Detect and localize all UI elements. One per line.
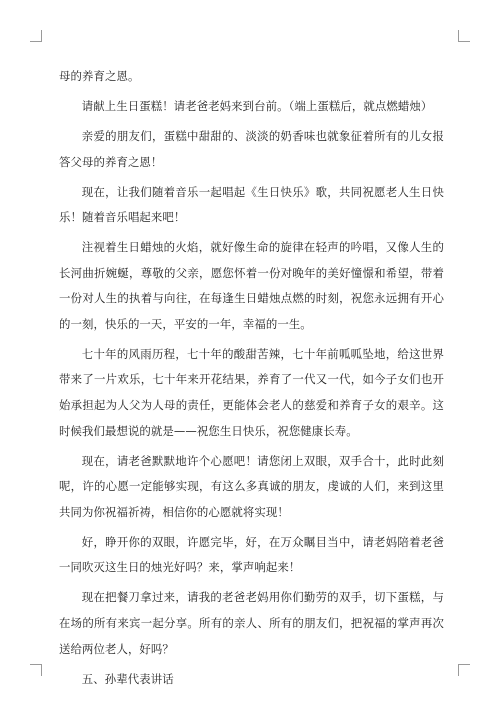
paragraph: 好，睁开你的双眼，许愿完毕，好，在万众瞩目当中，请老妈陪着老爸一同吹灭这生日的烛光好吗？来，掌声响起来！ — [59, 534, 444, 575]
crop-mark-top-left — [30, 30, 42, 42]
paragraph: 现在，请老爸默默地许个心愿吧！请您闭上双眼，双手合十，此时此刻呢，许的心愿一定能够实现，有这么多真诚的朋友，虔诚的人们，来到这里共同为你祝福祈祷，相信你的心愿就将实现！ — [59, 453, 444, 519]
paragraph-continuation: 母的养育之恩。 — [59, 69, 140, 83]
paragraph: 现在，让我们随着音乐一起唱起《生日快乐》歌，共同祝愿老人生日快乐！随着音乐唱起来吧！ — [59, 184, 444, 225]
paragraph: 请献上生日蛋糕！请老爸老妈来到台前。（端上蛋糕后，就点燃蜡烛） — [81, 98, 433, 113]
paragraph: 现在把餐刀拿过来，请我的老爸老妈用你们勤劳的双手，切下蛋糕，与在场的所有来宾一起分享。所有的亲人、所有的朋友们，把祝福的掌声再次送给两位老人，好吗？ — [59, 590, 444, 656]
crop-mark-top-right — [458, 30, 470, 42]
document-body — [59, 64, 444, 697]
paragraph: 亲爱的朋友们，蛋糕中甜甜的、淡淡的奶香味也就象征着所有的儿女报答父母的养育之恩！ — [59, 128, 444, 169]
section-heading: 五、孙辈代表讲话 — [81, 671, 174, 686]
paragraph: 注视着生日蜡烛的火焰，就好像生命的旋律在轻声的吟唱，又像人生的长河曲折婉蜒，尊敬的父亲，愿您怀着一份对晚年的美好憧憬和希望，带着一份对人生的执着与向往，在每逢生日蜡烛点燃的时刻，祝您永远拥有开心的一刻，快乐的一天，平安的一年，幸福的一生。 — [59, 240, 444, 331]
crop-mark-bottom-right — [458, 664, 470, 676]
paragraph: 七十年的风雨历程，七十年的酸甜苦辣，七十年前呱呱坠地，给这世界带来了一片欢乐，七十年来开花结果，养育了一代又一代，如今子女们也开始承担起为人父为人母的责任，更能体会老人的慈爱和养育子女的艰辛。这时候我们最想说的就是——祝您生日快乐，祝您健康长寿。 — [59, 346, 444, 438]
crop-mark-bottom-left — [30, 664, 42, 676]
